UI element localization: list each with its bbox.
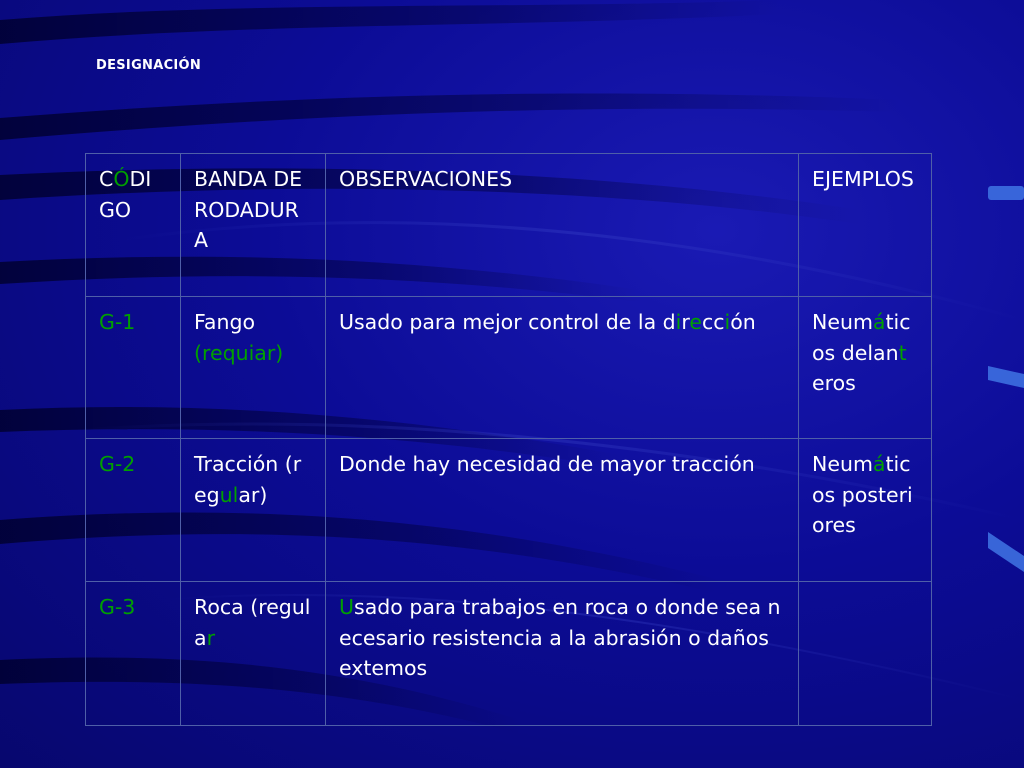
code-cell: G-3 (86, 582, 181, 726)
table-row (86, 297, 932, 439)
table-header-row (86, 154, 932, 297)
observations-cell: Usado para trabajos en roca o donde sea necesario resistencia a la abrasión o daños extemos (326, 582, 799, 726)
code-cell: G-1 (86, 297, 181, 439)
slide-title: DESIGNACIÓN (96, 58, 202, 73)
header-examples: EJEMPLOS (799, 154, 932, 297)
examples-cell: Neumáticos posteriores (799, 439, 932, 582)
observations-cell: Donde hay necesidad de mayor tracción (326, 439, 799, 582)
header-band: BANDA DE RODADURA (181, 154, 326, 297)
observations-cell: Usado para mejor control de la dirección (326, 297, 799, 439)
table-row (86, 582, 932, 726)
table-row (86, 439, 932, 582)
designation-table (85, 153, 932, 726)
header-observations: OBSERVACIONES (326, 154, 799, 297)
band-cell: Fango (requiar) (181, 297, 326, 439)
band-cell: Roca (regular (181, 582, 326, 726)
band-cell: Tracción (regular) (181, 439, 326, 582)
examples-cell (799, 582, 932, 726)
header-code: CÓDIGO (86, 154, 181, 297)
examples-cell: Neumáticos delanteros (799, 297, 932, 439)
code-cell: G-2 (86, 439, 181, 582)
